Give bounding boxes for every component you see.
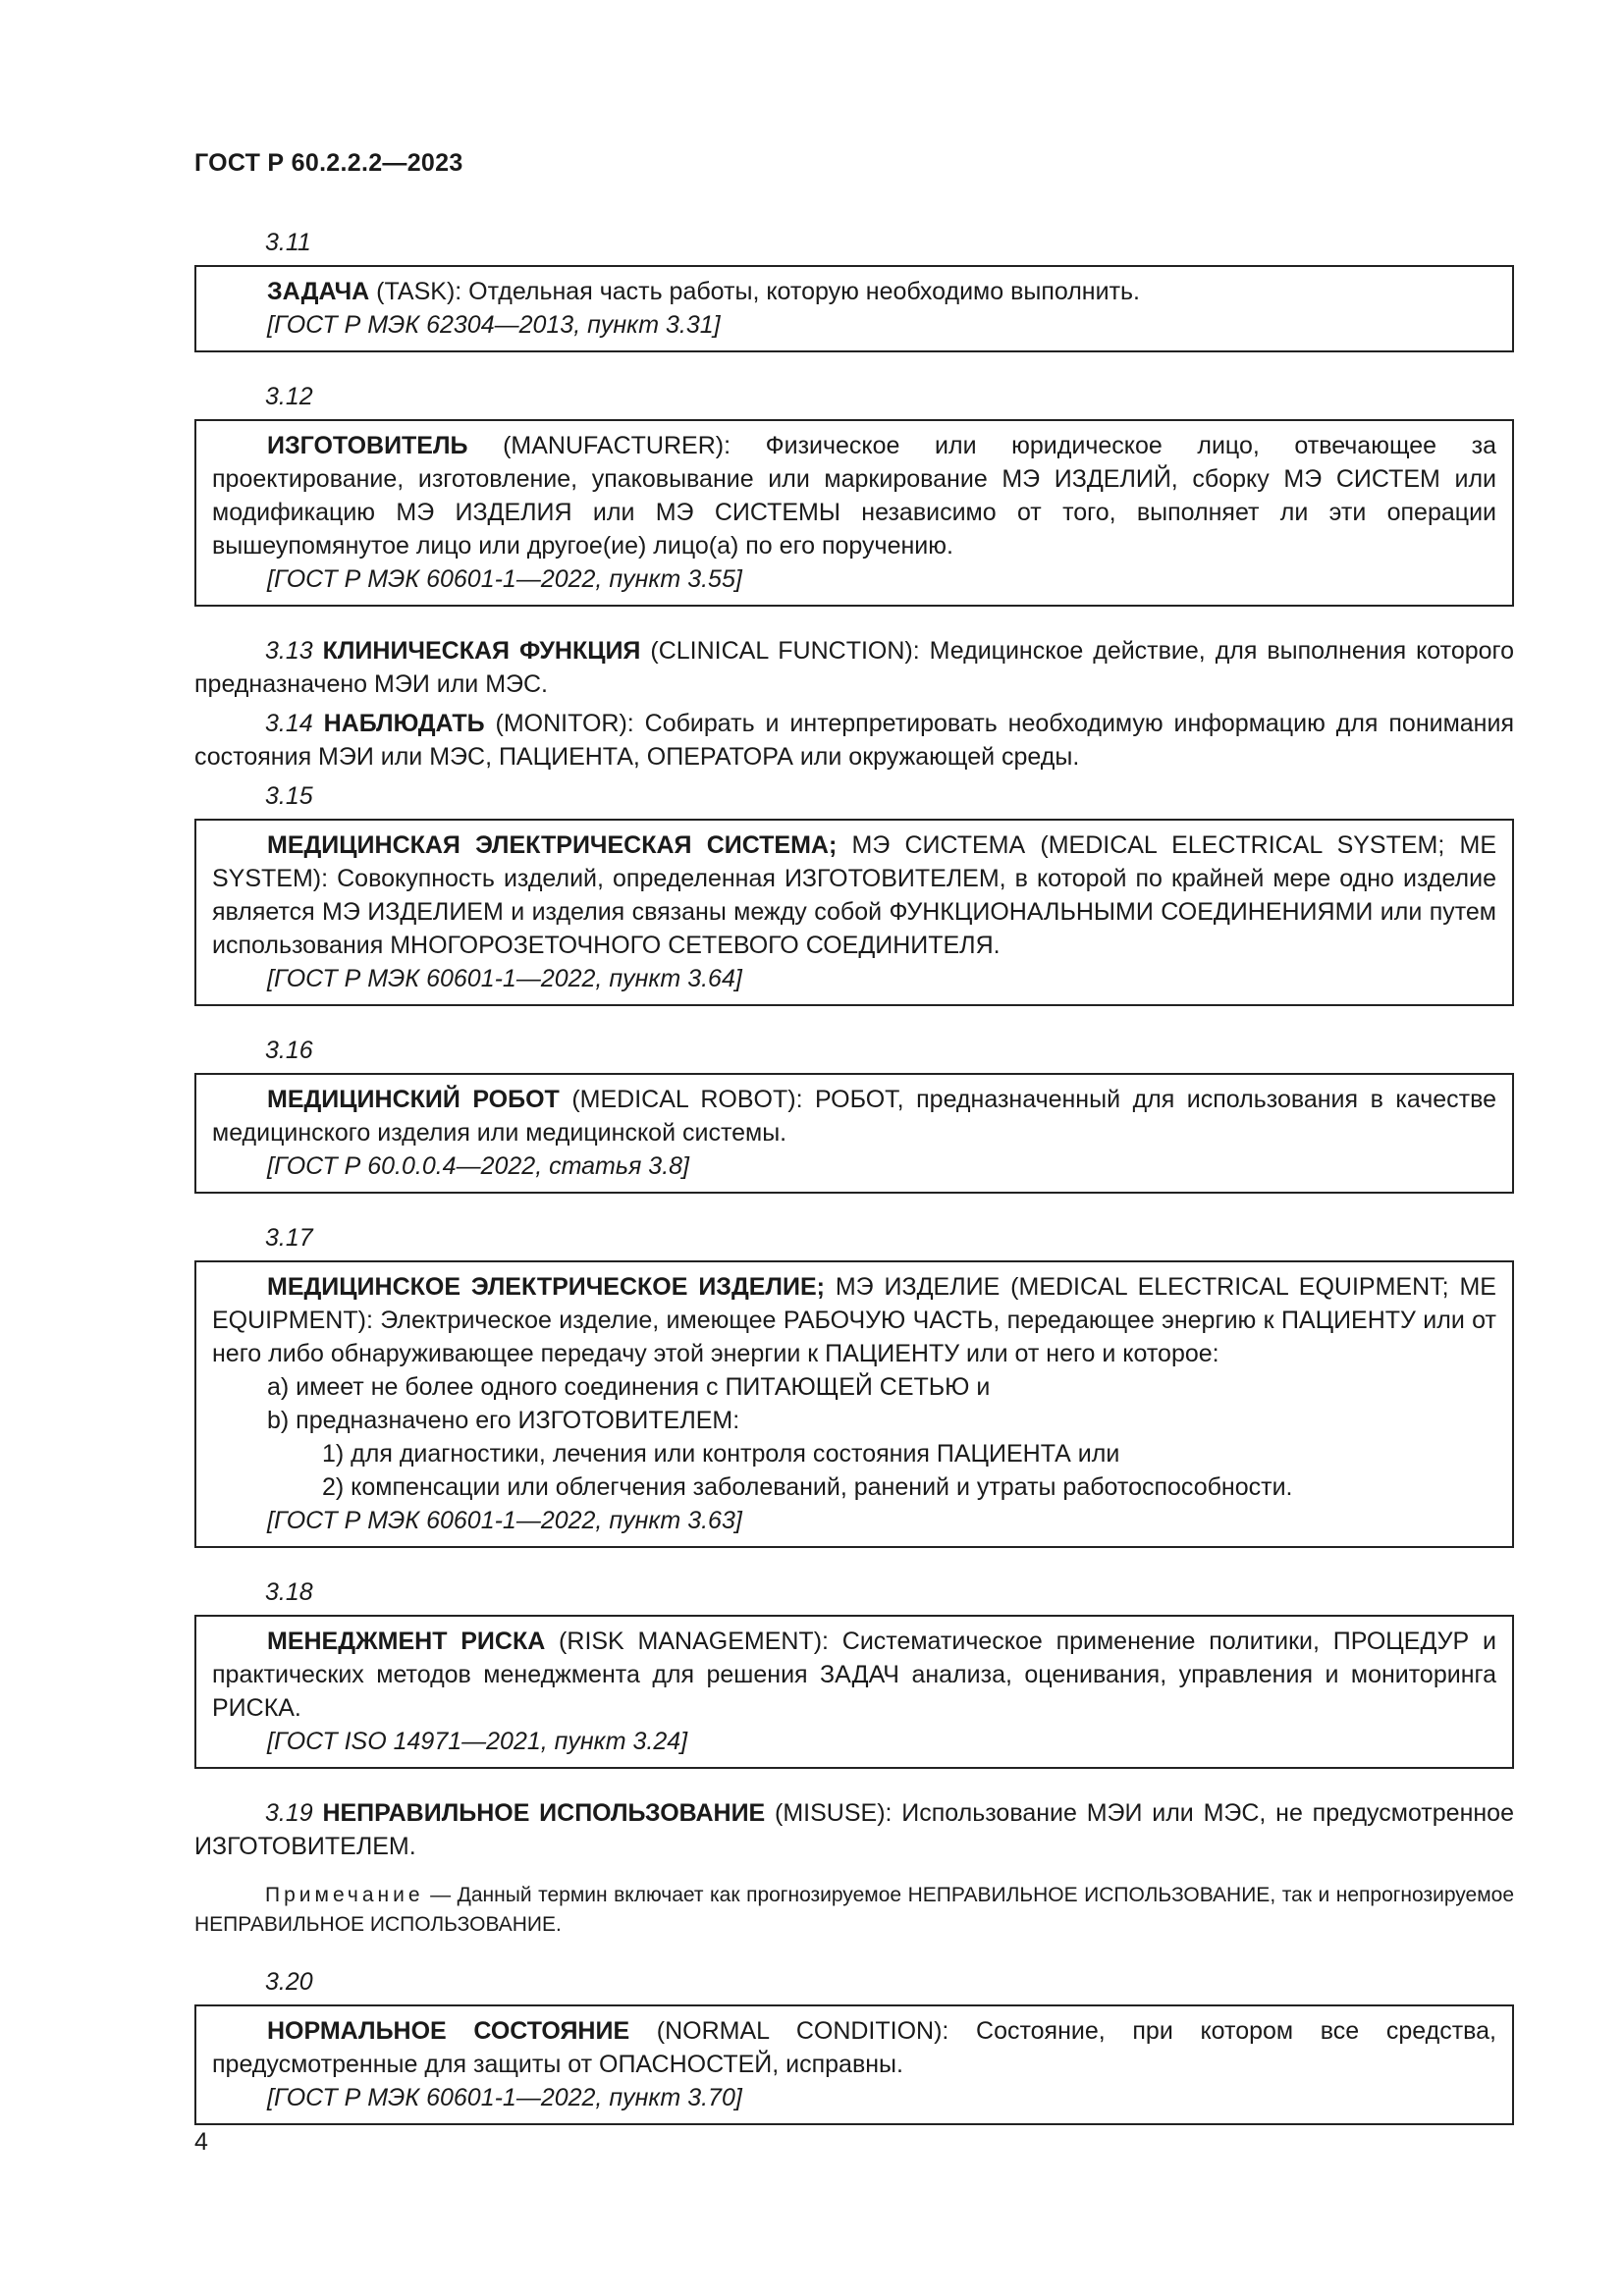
entry-number: 3.19 (265, 1799, 323, 1827)
definition-box (194, 1615, 1514, 1769)
definition-paragraph (212, 2014, 1496, 2081)
term-text: (MISUSE): Использование МЭИ или МЭС, не предусмотренное ИЗГОТОВИТЕЛЕМ. (194, 1799, 1514, 1860)
list-item: 2) компенсации или облегчения заболеваний, ранений и утраты работоспособности. (322, 1473, 1293, 1501)
definition-box (194, 419, 1514, 607)
term-name: ИЗГОТОВИТЕЛЬ (267, 432, 468, 459)
term-name: МЕДИЦИНСКОЕ ЭЛЕКТРИЧЕСКОЕ ИЗДЕЛИЕ; (267, 1273, 825, 1301)
definition-paragraph (194, 707, 1514, 774)
term-text: (TASK): Отдельная часть работы, которую необходимо выполнить. (369, 278, 1140, 305)
note-paragraph (194, 1881, 1514, 1940)
list-item: 1) для диагностики, лечения или контроля состояния ПАЦИЕНТА или (322, 1440, 1120, 1468)
term-name: НОРМАЛЬНОЕ СОСТОЯНИЕ (267, 2017, 630, 2045)
source-citation: [ГОСТ Р МЭК 62304—2013, пункт 3.31] (267, 311, 721, 339)
definition-paragraph (212, 1270, 1496, 1370)
definitions-list (194, 226, 1514, 2153)
term-text: (RISK MANAGEMENT): Систематическое применение политики, ПРОЦЕДУР и практических методов менеджмента для решения ЗАДАЧ анализа, оценивания, управления и мониторинга РИСКА. (212, 1628, 1496, 1722)
entry-number: 3.18 (265, 1578, 313, 1606)
definition-paragraph (212, 828, 1496, 962)
definition-unboxed (194, 634, 1514, 701)
definition-unboxed (194, 707, 1514, 774)
list-item: b) предназначено его ИЗГОТОВИТЕЛЕМ: (267, 1407, 740, 1434)
definition-box (194, 1260, 1514, 1548)
source-citation: [ГОСТ Р 60.0.0.4—2022, статья 3.8] (267, 1152, 690, 1180)
definition-box (194, 2004, 1514, 2125)
document-header: ГОСТ Р 60.2.2.2—2023 (194, 149, 463, 177)
entry-number: 3.17 (265, 1224, 313, 1252)
list-item: а) имеет не более одного соединения с ПИТАЮЩЕЙ СЕТЬЮ и (267, 1373, 991, 1401)
term-text: (MANUFACTURER): Физическое или юридическое лицо, отвечающее за проектирование, изготовление, упаковывание или маркирование МЭ ИЗДЕЛИЙ, сборку МЭ СИСТЕМ или модификацию МЭ ИЗДЕЛИЯ или МЭ СИСТЕМЫ независимо от того, выполняет ли эти операции вышеупомянутое лицо или другое(ие) лицо(а) по его поручению. (212, 432, 1496, 560)
source-citation: [ГОСТ Р МЭК 60601-1—2022, пункт 3.55] (267, 565, 742, 593)
entry-number: 3.11 (265, 229, 311, 256)
definition-paragraph (212, 429, 1496, 562)
definition-paragraph (212, 1625, 1496, 1725)
term-name: МЕДИЦИНСКАЯ ЭЛЕКТРИЧЕСКАЯ СИСТЕМА; (267, 831, 838, 859)
entry-number: 3.16 (265, 1037, 313, 1064)
term-name: НАБЛЮДАТЬ (323, 710, 485, 737)
term-text: МЭ СИСТЕМА (MEDICAL ELECTRICAL SYSTEM; ME SYSTEM): Совокупность изделий, определенная ИЗГОТОВИТЕЛЕМ, в которой по крайней мере одно изделие является МЭ ИЗДЕЛИЕМ и изделия связаны между собой ФУНКЦИОНАЛЬНЫМИ СОЕДИНЕНИЯМИ или путем использования МНОГОРОЗЕТОЧНОГО СЕТЕВОГО СОЕДИНИТЕЛЯ. (212, 831, 1496, 959)
definition-paragraph (212, 1083, 1496, 1149)
term-name: КЛИНИЧЕСКАЯ ФУНКЦИЯ (322, 637, 641, 665)
note-text: — Данный термин включает как прогнозируемое НЕПРАВИЛЬНОЕ ИСПОЛЬЗОВАНИЕ, так и непрогнозируемое НЕПРАВИЛЬНОЕ ИСПОЛЬЗОВАНИЕ. (194, 1884, 1514, 1936)
term-name: НЕПРАВИЛЬНОЕ ИСПОЛЬЗОВАНИЕ (322, 1799, 766, 1827)
source-citation: [ГОСТ Р МЭК 60601-1—2022, пункт 3.70] (267, 2084, 742, 2111)
definition-paragraph (194, 1796, 1514, 1863)
term-text: (MEDICAL ROBOT): РОБОТ, предназначенный для использования в качестве медицинского изделия или медицинской системы. (212, 1086, 1496, 1147)
entry-number: 3.20 (265, 1968, 313, 1996)
entry-number: 3.12 (265, 383, 313, 410)
term-name: ЗАДАЧА (267, 278, 370, 305)
entry-number: 3.14 (265, 710, 324, 737)
definition-unboxed (194, 1796, 1514, 1940)
term-name: МЕНЕДЖМЕНТ РИСКА (267, 1628, 546, 1655)
term-text: (CLINICAL FUNCTION): Медицинское действие, для выполнения которого предназначено МЭИ или МЭС. (194, 637, 1514, 698)
entry-number: 3.15 (265, 782, 313, 810)
definition-paragraph (212, 275, 1496, 308)
term-text: (MONITOR): Собирать и интерпретировать необходимую информацию для понимания состояния МЭИ или МЭС, ПАЦИЕНТА, ОПЕРАТОРА или окружающей среды. (194, 710, 1514, 771)
note-label: Примечание (265, 1884, 424, 1906)
definition-box (194, 265, 1514, 352)
entry-number: 3.13 (265, 637, 323, 665)
source-citation: [ГОСТ Р МЭК 60601-1—2022, пункт 3.63] (267, 1507, 742, 1534)
source-citation: [ГОСТ ISO 14971—2021, пункт 3.24] (267, 1728, 688, 1755)
source-citation: [ГОСТ Р МЭК 60601-1—2022, пункт 3.64] (267, 965, 742, 992)
definition-paragraph (194, 634, 1514, 701)
term-text: МЭ ИЗДЕЛИЕ (MEDICAL ELECTRICAL EQUIPMENT; ME EQUIPMENT): Электрическое изделие, имеющее РАБОЧУЮ ЧАСТЬ, передающее энергию к ПАЦИЕНТУ или от него либо обнаруживающее передачу этой энергии к ПАЦИЕНТУ или от него и которое: (212, 1273, 1496, 1367)
term-name: МЕДИЦИНСКИЙ РОБОТ (267, 1086, 560, 1113)
definition-box (194, 819, 1514, 1006)
term-text: (NORMAL CONDITION): Состояние, при котором все средства, предусмотренные для защиты от ОПАСНОСТЕЙ, исправны. (212, 2017, 1496, 2078)
definition-box (194, 1073, 1514, 1194)
page-number: 4 (194, 2128, 208, 2156)
